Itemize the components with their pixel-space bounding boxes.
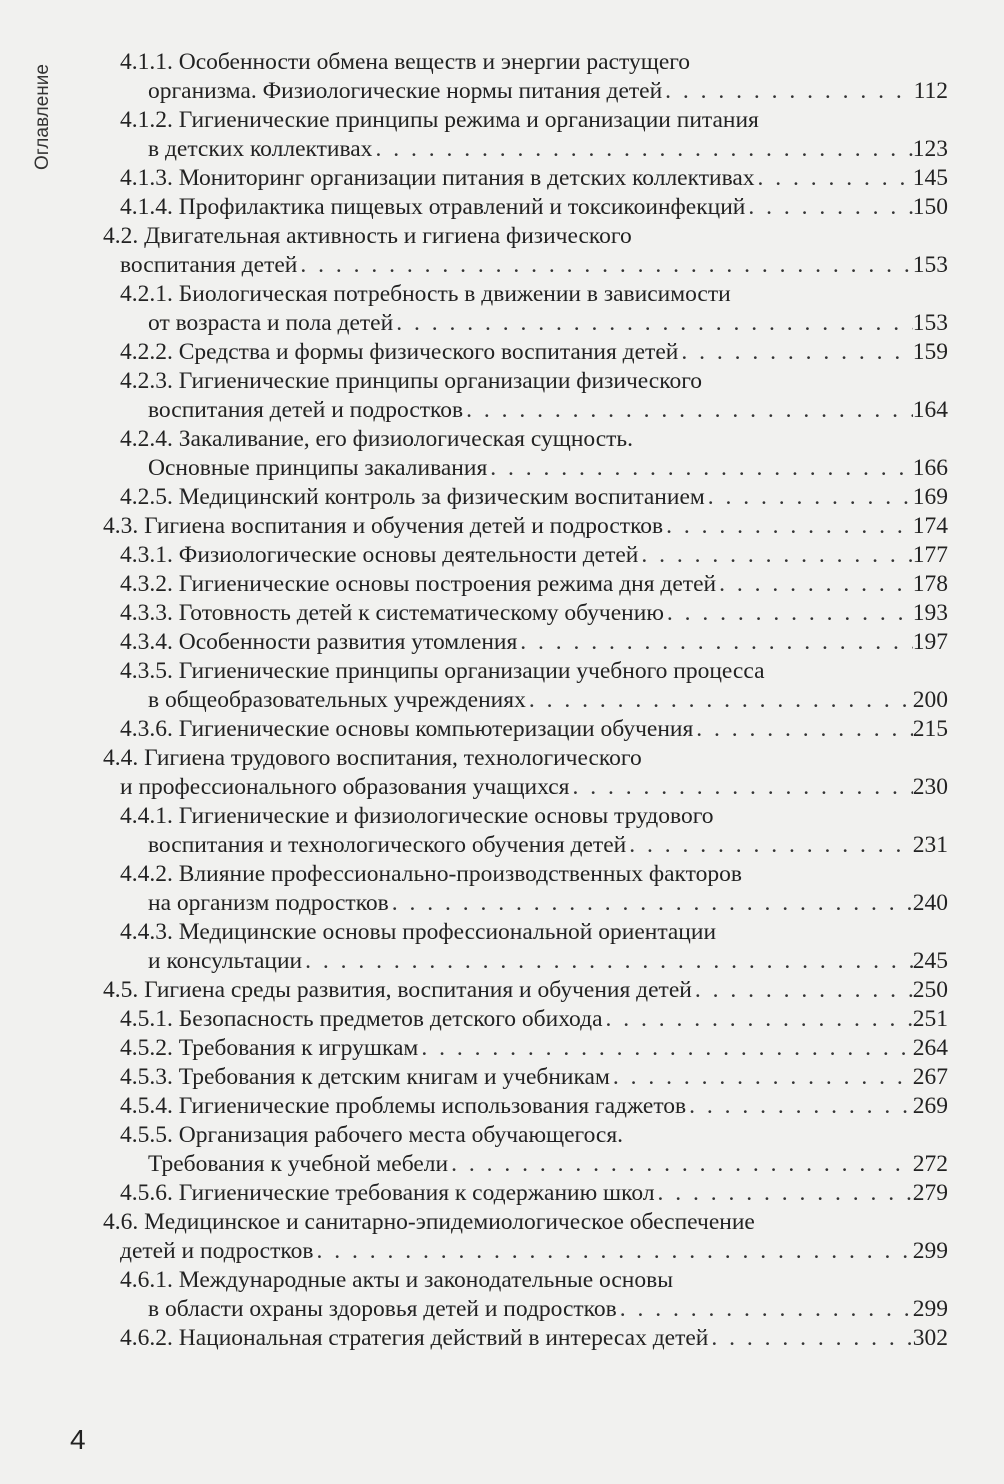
toc-entry xyxy=(0,1034,1004,1063)
toc-entry-title: детей и подростков xyxy=(120,1238,314,1264)
toc-entry xyxy=(0,976,1004,1005)
dot-leader xyxy=(705,483,913,512)
toc-entry-title: 4.3. Гигиена воспитания и обучения детей и подростков xyxy=(103,513,664,539)
toc-entry-line: 4.4.3. Медицинские основы профессиональной ориентации xyxy=(120,919,717,945)
toc-entry-line xyxy=(120,193,948,222)
toc-entry-line xyxy=(120,1179,948,1208)
dot-leader xyxy=(686,1092,913,1121)
toc-entry-title: 4.3.1. Физиологические основы деятельности детей xyxy=(120,542,639,568)
toc-entry-line xyxy=(120,715,948,744)
toc-entry-line xyxy=(148,77,948,106)
toc-entry-line: 4.1.1. Особенности обмена веществ и энергии растущего xyxy=(120,49,691,75)
toc-entry-line: 4.6.1. Международные акты и законодательные основы xyxy=(120,1267,673,1293)
toc-entry-title: от возраста и пола детей xyxy=(148,310,394,336)
toc-entry xyxy=(0,541,1004,570)
dot-leader xyxy=(569,773,912,802)
toc-entry xyxy=(0,48,1004,106)
toc-entry xyxy=(0,1179,1004,1208)
toc-entry xyxy=(0,802,1004,860)
dot-leader xyxy=(663,512,913,541)
toc-entry-title: организма. Физиологические нормы питания детей xyxy=(148,78,663,104)
toc-entry-line xyxy=(120,541,948,570)
running-header-text: Оглавление xyxy=(32,64,53,170)
toc-entry xyxy=(0,1266,1004,1324)
toc-entry-line xyxy=(148,686,948,715)
toc-entry-line xyxy=(120,570,948,599)
toc-entry-page: 240 xyxy=(912,890,948,916)
toc-entry xyxy=(0,193,1004,222)
dot-leader xyxy=(517,628,912,657)
toc-entry-page: 169 xyxy=(912,484,948,510)
table-of-contents xyxy=(0,48,1004,1353)
toc-entry-title: и профессионального образования учащихся xyxy=(120,774,570,800)
toc-entry-line xyxy=(120,599,948,628)
toc-entry-line xyxy=(148,947,948,976)
toc-entry-page: 159 xyxy=(912,339,948,365)
dot-leader xyxy=(372,135,912,164)
toc-entry-line: 4.2.1. Биологическая потребность в движении в зависимости xyxy=(120,281,731,307)
toc-entry-title: воспитания детей xyxy=(120,252,298,278)
toc-entry-title: на организм подростков xyxy=(148,890,389,916)
toc-entry-line xyxy=(148,831,948,860)
toc-entry-line xyxy=(148,1150,948,1179)
dot-leader xyxy=(692,976,913,1005)
toc-entry xyxy=(0,657,1004,715)
toc-entry-page: 145 xyxy=(912,165,948,191)
dot-leader xyxy=(603,1005,913,1034)
toc-entry-title: Требования к учебной мебели xyxy=(148,1151,449,1177)
toc-entry xyxy=(0,628,1004,657)
toc-entry-page: 153 xyxy=(912,310,948,336)
toc-entry-title: и консультации xyxy=(148,948,303,974)
toc-entry-title: 4.5.4. Гигиенические проблемы использования гаджетов xyxy=(120,1093,687,1119)
toc-entry xyxy=(0,222,1004,280)
toc-entry xyxy=(0,1121,1004,1179)
toc-entry-page: 112 xyxy=(913,78,948,104)
dot-leader xyxy=(716,570,913,599)
page-number: 4 xyxy=(70,1424,86,1455)
toc-entry-line xyxy=(148,889,948,918)
toc-entry-page: 174 xyxy=(912,513,948,539)
toc-entry-title: 4.2.5. Медицинский контроль за физическим воспитанием xyxy=(120,484,705,510)
toc-entry-page: 164 xyxy=(912,397,948,423)
toc-entry-page: 123 xyxy=(912,136,948,162)
toc-entry-line: 4.1.2. Гигиенические принципы режима и организации питания xyxy=(120,107,759,133)
toc-entry xyxy=(0,918,1004,976)
toc-entry-line xyxy=(103,976,948,1005)
toc-entry-line xyxy=(103,512,948,541)
toc-entry-line xyxy=(120,1324,948,1353)
toc-entry-title: 4.1.4. Профилактика пищевых отравлений и токсикоинфекций xyxy=(120,194,746,220)
dot-leader xyxy=(617,1295,913,1324)
toc-entry-line: 4.3.5. Гигиенические принципы организации учебного процесса xyxy=(120,658,765,684)
toc-entry-page: 299 xyxy=(912,1238,948,1264)
toc-entry-page: 251 xyxy=(912,1006,948,1032)
toc-entry-page: 264 xyxy=(912,1035,948,1061)
toc-entry-title: 4.6.2. Национальная стратегия действий в интересах детей xyxy=(120,1325,709,1351)
toc-entry-title: воспитания детей и подростков xyxy=(148,397,464,423)
toc-entry-page: 299 xyxy=(912,1296,948,1322)
toc-entry-title: 4.5.1. Безопасность предметов детского обихода xyxy=(120,1006,603,1032)
toc-entry-title: 4.5.3. Требования к детским книгам и учебникам xyxy=(120,1064,610,1090)
dot-leader xyxy=(708,1324,912,1353)
dot-leader xyxy=(418,1034,912,1063)
dot-leader xyxy=(755,164,913,193)
dot-leader xyxy=(678,338,912,367)
toc-entry-page: 231 xyxy=(912,832,948,858)
toc-entry-page: 245 xyxy=(912,948,948,974)
toc-entry xyxy=(0,483,1004,512)
toc-entry-title: 4.3.6. Гигиенические основы компьютеризации обучения xyxy=(120,716,694,742)
toc-entry-line: 4.2. Двигательная активность и гигиена физического xyxy=(103,223,632,249)
toc-entry-page: 166 xyxy=(912,455,948,481)
dot-leader xyxy=(693,715,912,744)
toc-entry-line xyxy=(148,454,948,483)
dot-leader xyxy=(393,309,913,338)
toc-entry-page: 269 xyxy=(912,1093,948,1119)
toc-entry xyxy=(0,280,1004,338)
dot-leader xyxy=(745,193,912,222)
dot-leader xyxy=(313,1237,912,1266)
toc-entry-line xyxy=(120,773,948,802)
toc-entry xyxy=(0,1005,1004,1034)
toc-entry-page: 267 xyxy=(912,1064,948,1090)
toc-entry xyxy=(0,106,1004,164)
toc-entry-line xyxy=(120,483,948,512)
dot-leader xyxy=(448,1150,913,1179)
toc-entry-page: 177 xyxy=(912,542,948,568)
toc-entry-line xyxy=(120,338,948,367)
toc-entry-page: 150 xyxy=(912,194,948,220)
toc-entry-title: 4.5.6. Гигиенические требования к содержанию школ xyxy=(120,1180,655,1206)
toc-entry-page: 193 xyxy=(912,600,948,626)
toc-entry-title: 4.5. Гигиена среды развития, воспитания и обучения детей xyxy=(103,977,692,1003)
dot-leader xyxy=(487,454,912,483)
dot-leader xyxy=(638,541,912,570)
toc-entry-page: 302 xyxy=(912,1325,948,1351)
toc-entry-line xyxy=(120,1063,948,1092)
toc-entry-title: 4.5.2. Требования к игрушкам xyxy=(120,1035,419,1061)
toc-entry-line: 4.4.2. Влияние профессионально-производственных факторов xyxy=(120,861,742,887)
toc-entry-title: 4.3.2. Гигиенические основы построения режима дня детей xyxy=(120,571,717,597)
toc-entry-line: 4.4. Гигиена трудового воспитания, технологического xyxy=(103,745,642,771)
toc-entry xyxy=(0,512,1004,541)
toc-entry-line: 4.5.5. Организация рабочего места обучающегося. xyxy=(120,1122,624,1148)
toc-entry-line xyxy=(148,1295,948,1324)
toc-entry xyxy=(0,1063,1004,1092)
dot-leader xyxy=(463,396,913,425)
toc-entry-title: 4.3.3. Готовность детей к систематическому обучению xyxy=(120,600,664,626)
toc-entry-line xyxy=(120,1005,948,1034)
toc-entry-line xyxy=(120,164,948,193)
toc-entry-title: 4.3.4. Особенности развития утомления xyxy=(120,629,518,655)
toc-entry xyxy=(0,1324,1004,1353)
toc-entry-title: в детских коллективах xyxy=(148,136,373,162)
toc-entry xyxy=(0,599,1004,628)
toc-entry-page: 272 xyxy=(912,1151,948,1177)
dot-leader xyxy=(526,686,913,715)
dot-leader xyxy=(389,889,913,918)
toc-entry xyxy=(0,367,1004,425)
toc-entry xyxy=(0,1208,1004,1266)
dot-leader xyxy=(302,947,913,976)
toc-entry-page: 200 xyxy=(912,687,948,713)
toc-entry xyxy=(0,338,1004,367)
toc-entry-line: 4.6. Медицинское и санитарно-эпидемиологическое обеспечение xyxy=(103,1209,755,1235)
toc-entry-page: 215 xyxy=(912,716,948,742)
toc-entry xyxy=(0,715,1004,744)
dot-leader xyxy=(664,599,913,628)
dot-leader xyxy=(662,77,913,106)
dot-leader xyxy=(610,1063,913,1092)
toc-entry-line xyxy=(120,251,948,280)
toc-entry xyxy=(0,1092,1004,1121)
toc-entry-title: 4.2.2. Средства и формы физического воспитания детей xyxy=(120,339,679,365)
toc-entry-title: в общеобразовательных учреждениях xyxy=(148,687,526,713)
toc-entry xyxy=(0,744,1004,802)
toc-entry-line: 4.2.3. Гигиенические принципы организации физического xyxy=(120,368,702,394)
toc-entry-line: 4.2.4. Закаливание, его физиологическая сущность. xyxy=(120,426,634,452)
toc-entry-page: 153 xyxy=(912,252,948,278)
toc-entry xyxy=(0,164,1004,193)
toc-entry-page: 178 xyxy=(912,571,948,597)
toc-entry xyxy=(0,860,1004,918)
toc-entry-title: в области охраны здоровья детей и подростков xyxy=(148,1296,617,1322)
toc-entry xyxy=(0,570,1004,599)
toc-entry-line xyxy=(120,1237,948,1266)
toc-entry-page: 197 xyxy=(912,629,948,655)
toc-entry-line: 4.4.1. Гигиенические и физиологические основы трудового xyxy=(120,803,714,829)
toc-entry-title: воспитания и технологического обучения детей xyxy=(148,832,627,858)
dot-leader xyxy=(655,1179,913,1208)
toc-entry-page: 250 xyxy=(912,977,948,1003)
toc-entry-title: Основные принципы закаливания xyxy=(148,455,488,481)
toc-entry-line xyxy=(148,309,948,338)
dot-leader xyxy=(626,831,913,860)
dot-leader xyxy=(297,251,912,280)
toc-entry-line xyxy=(120,1034,948,1063)
toc-entry-title: 4.1.3. Мониторинг организации питания в детских коллективах xyxy=(120,165,755,191)
toc-entry-line xyxy=(120,628,948,657)
toc-entry-line xyxy=(148,396,948,425)
toc-entry-line xyxy=(120,1092,948,1121)
toc-entry-page: 230 xyxy=(912,774,948,800)
toc-entry xyxy=(0,425,1004,483)
toc-entry-page: 279 xyxy=(912,1180,948,1206)
toc-entry-line xyxy=(148,135,948,164)
